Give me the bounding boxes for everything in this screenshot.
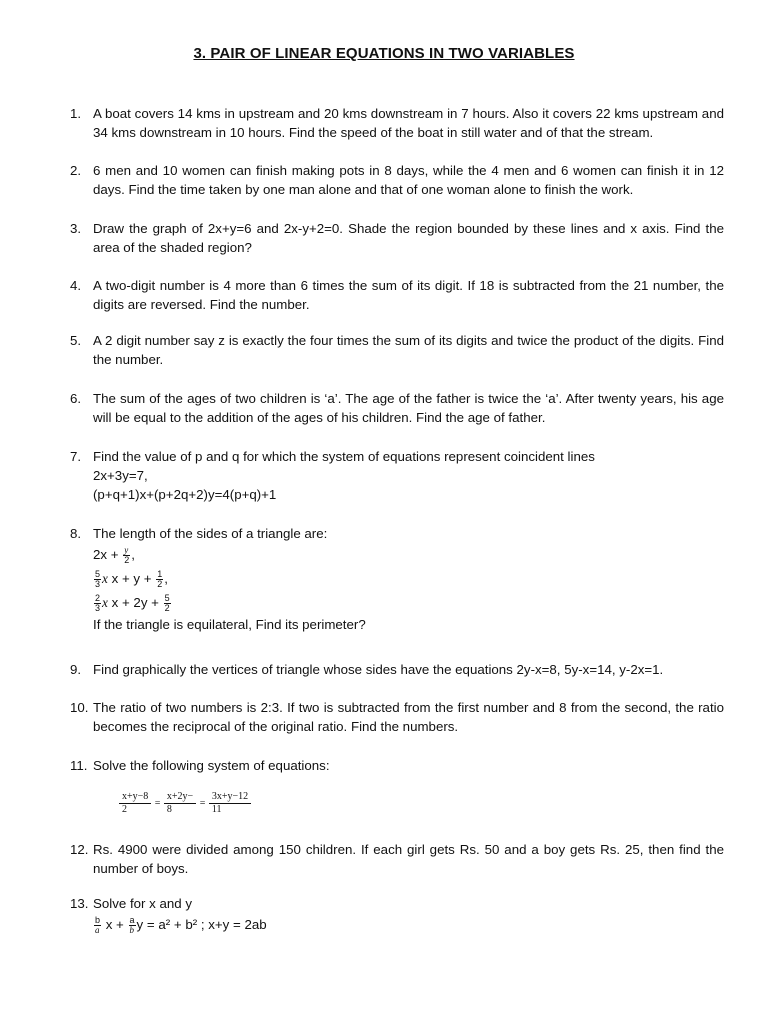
question-number: 8. [70, 526, 82, 541]
fraction: $\frac{1}{2}$ [157, 568, 163, 589]
fraction: $\frac{2}{3}$ [95, 592, 101, 613]
question-10 [70, 698, 724, 736]
question-number: 4. [70, 278, 82, 293]
equation-line: 2x+3y=7, [93, 468, 148, 483]
fraction: $\frac{5}{3}$ [95, 568, 101, 589]
question-number: 12. [70, 842, 89, 857]
question-number: 1. [70, 106, 82, 121]
question-text: The length of the sides of a triangle are: [93, 526, 328, 541]
page-title: 3. PAIR OF LINEAR EQUATIONS IN TWO VARIABLES [193, 45, 575, 62]
question-number: 13. [70, 896, 89, 911]
question-text: 6 men and 10 women can finish making pots in 8 days, while the 4 men and 6 women can finish it in 12 days. Find the time taken by one man alone and that of one woman alone to finish the work. [93, 163, 724, 197]
question-12 [70, 840, 724, 878]
question-13 [70, 894, 724, 937]
fraction: $\frac{a}{b}$ [129, 914, 135, 935]
question-6 [70, 389, 724, 427]
question-4 [70, 276, 724, 314]
question-text: Find the value of p and q for which the system of equations represent coincident lines [93, 449, 595, 464]
question-number: 6. [70, 391, 82, 406]
question-number: 2. [70, 163, 82, 178]
question-text: Find graphically the vertices of triangle whose sides have the equations 2y-x=8, 5y-x=14, y-2x=1. [93, 662, 664, 677]
side-expression-3: $\frac{2}{3}$ x x + 2y + $\frac{5}{2}$ [95, 592, 170, 613]
question-3 [70, 219, 724, 257]
question-number: 10. [70, 700, 89, 715]
question-1 [70, 104, 724, 142]
fraction: $\frac{x+2y-}{8}$ [164, 791, 196, 816]
question-number: 7. [70, 449, 82, 464]
question-8 [70, 524, 724, 634]
equation: $\frac{b}{a}$ x + $\frac{a}{b}$ y = a² + b² ; x+y = 2ab [95, 914, 267, 935]
question-9 [70, 660, 724, 679]
question-5 [70, 331, 724, 369]
side-expression-1: 2x + $\frac{y}{2}$ , [93, 544, 135, 565]
fraction: $\frac{x+y-8}{2}$ [119, 791, 151, 816]
question-text-continued: If the triangle is equilateral, Find its perimeter? [93, 617, 366, 632]
fraction: $\frac{3x+y-12}{11}$ [209, 791, 251, 816]
question-text: Solve the following system of equations: [93, 758, 330, 773]
question-text: Draw the graph of 2x+y=6 and 2x-y+2=0. Shade the region bounded by these lines and x axis. Find the area of the shaded region? [93, 221, 724, 255]
question-text: Rs. 4900 were divided among 150 children. If each girl gets Rs. 50 and a boy gets Rs. 25, then find the number of boys. [93, 842, 724, 876]
question-2 [70, 161, 724, 199]
question-text: The ratio of two numbers is 2:3. If two is subtracted from the first number and 8 from the second, the ratio becomes the reciprocal of the original ratio. Find the numbers. [93, 700, 724, 734]
question-number: 5. [70, 333, 82, 348]
question-number: 3. [70, 221, 82, 236]
equation: $\frac{x+y-8}{2}$ = $\frac{x+2y-}{8}$ = $\frac{3x+y-12}{11}$ [118, 791, 724, 816]
question-11 [70, 756, 724, 816]
question-7 [70, 447, 724, 504]
question-text: The sum of the ages of two children is ‘a’. The age of the father is twice the ‘a’. After twenty years, his age will be equal to the addition of the ages of his children. Find the age of father. [93, 391, 724, 425]
question-text: A boat covers 14 kms in upstream and 20 kms downstream in 7 hours. Also it covers 22 kms upstream and 34 kms downstream in 10 hours. Find the speed of the boat in still water and of that the stream. [93, 106, 724, 140]
question-number: 11. [70, 758, 88, 773]
side-expression-2: $\frac{5}{3}$ x x + y + $\frac{1}{2}$ , [95, 568, 168, 589]
fraction: $\frac{5}{2}$ [164, 592, 170, 613]
equation-line: (p+q+1)x+(p+2q+2)y=4(p+q)+1 [93, 487, 277, 502]
question-text: A 2 digit number say z is exactly the four times the sum of its digits and twice the product of the digits. Find the number. [93, 333, 724, 367]
question-text: A two-digit number is 4 more than 6 times the sum of its digit. If 18 is subtracted from the 21 number, the digits are reversed. Find the number. [93, 278, 724, 312]
fraction: $\frac{b}{a}$ [95, 914, 101, 935]
fraction: $\frac{y}{2}$ [124, 544, 130, 565]
question-text: Solve for x and y [93, 896, 193, 911]
question-number: 9. [70, 662, 82, 677]
